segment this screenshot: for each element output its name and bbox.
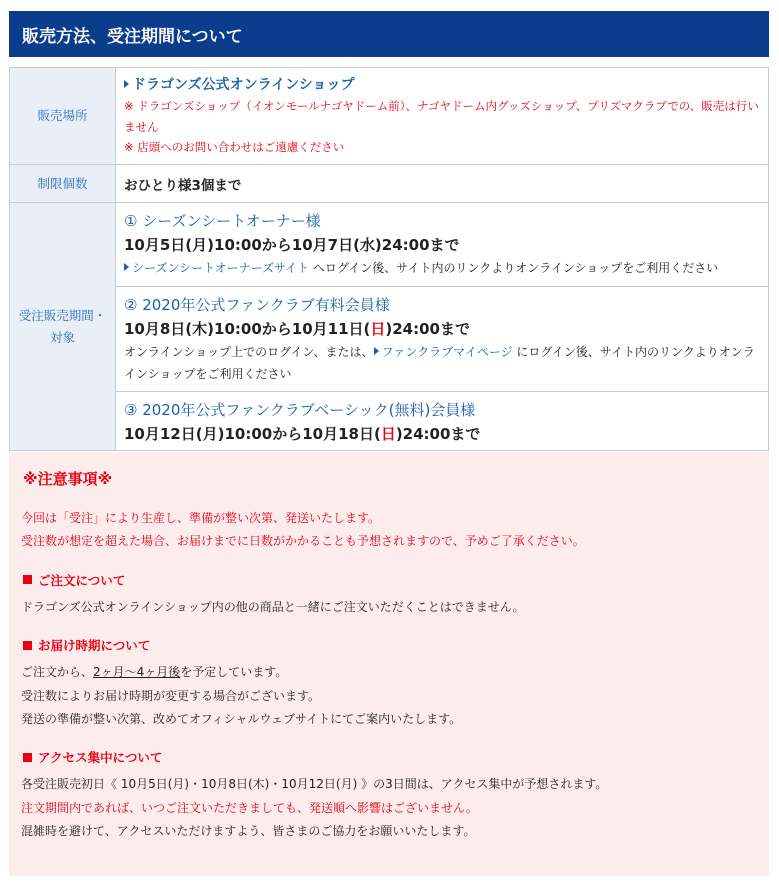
delivery-line-2: 受注数によりお届け時期が変更する場合がございます。 [21, 688, 321, 703]
period-1-title: ① シーズンシートオーナー様 [124, 212, 321, 231]
notice-title: ※注意事項※ [23, 470, 113, 488]
period-2-title: ② 2020年公式ファンクラブ有料会員様 [124, 296, 390, 315]
limit-value: おひとり様3個まで [124, 178, 242, 195]
square-bullet-icon [23, 641, 32, 650]
section-header [9, 11, 769, 57]
label-period [10, 203, 116, 451]
delivery-line-1: ご注文から、2ヶ月～4ヶ月後を予定しています。 [21, 665, 288, 680]
arrow-icon [374, 347, 379, 355]
period-item-1 [116, 203, 768, 287]
period-item-2 [116, 287, 768, 392]
arrow-icon [124, 80, 129, 88]
label-period-line2: 対象 [49, 329, 75, 345]
square-bullet-icon [23, 753, 32, 762]
square-bullet-icon [23, 575, 32, 584]
online-shop-link[interactable]: ドラゴンズ公式オンラインショップ [132, 77, 355, 93]
arrow-icon [124, 263, 129, 271]
delivery-line-3: 発送の準備が整い次第、改めてオフィシャルウェブサイトにてご案内いたします。 [21, 711, 462, 726]
sunday-label: 日 [370, 319, 386, 338]
note-not-sold: ※ ドラゴンズショップ（イオンモールナゴヤドーム前）、ナゴヤドーム内グッズショップ、プリズマクラブでの、販売は行いません [124, 99, 759, 134]
notice-box [9, 452, 769, 876]
section-order-head: ご注文について [23, 571, 757, 589]
table-row [10, 203, 769, 451]
access-line-3: 混雑時を避けて、アクセスいただけますよう、皆さまのご協力をお願いいたします。 [21, 824, 476, 839]
access-line-1: 各受注販売初日《 10月5日(月)・10月8日(木)・10月12日(月) 》の3日間は、アクセス集中が予想されます。 [21, 777, 608, 792]
label-limit: 制限個数 [10, 165, 116, 203]
order-line-1: ドラゴンズ公式オンラインショップ内の他の商品と一緒にご注文いただくことはできません。 [21, 599, 525, 614]
period-1-text: へログイン後、サイト内のリンクよりオンラインショップをご利用ください [309, 260, 719, 275]
period-2-text-pre: オンラインショップ上でのログイン、または、 [124, 344, 374, 359]
table-row [10, 68, 769, 165]
section-title: 販売方法、受注期間について [22, 26, 243, 47]
limit-content [116, 165, 769, 203]
period-3-date: 10月12日(月)10:00から10月18日(日)24:00まで [124, 424, 481, 443]
period-item-3 [116, 392, 768, 450]
period-3-title: ③ 2020年公式ファンクラブベーシック(無料)会員様 [124, 401, 476, 420]
section-delivery-head: お届け時期について [23, 636, 757, 654]
section-access-head: アクセス集中について [23, 748, 757, 766]
label-period-line1: 受注販売期間・ [18, 308, 107, 324]
period-2-text-post: にログイン後、サイト内のリンクよりオンラインショップをご利用ください [124, 344, 755, 382]
table-row [10, 165, 769, 203]
label-sales-location: 販売場所 [10, 68, 116, 165]
sales-info-table [9, 67, 769, 451]
notice-intro-1: 今回は「受注」により生産し、準備が整い次第、発送いたします。 [21, 511, 381, 525]
note-no-inquiries: ※ 店頭へのお問い合わせはご遠慮ください [124, 140, 345, 155]
period-1-date: 10月5日(月)10:00から10月7日(水)24:00まで [124, 235, 460, 254]
period-content [116, 203, 769, 451]
period-2-date: 10月8日(木)10:00から10月11日(日)24:00まで [124, 319, 470, 338]
sunday-label: 日 [380, 424, 396, 443]
access-line-2: 注文期間内であれば、いつご注文いただきましても、発送順へ影響はございません。 [21, 800, 478, 815]
fanclub-mypage-link[interactable]: ファンクラブマイページ [381, 344, 513, 359]
season-seat-site-link[interactable]: シーズンシートオーナーズサイト [132, 260, 310, 275]
sales-location-content [116, 68, 769, 165]
notice-intro-2: 受注数が想定を超えた場合、お届けまでに日数がかかることも予想されますので、予めご了承ください。 [21, 534, 585, 549]
